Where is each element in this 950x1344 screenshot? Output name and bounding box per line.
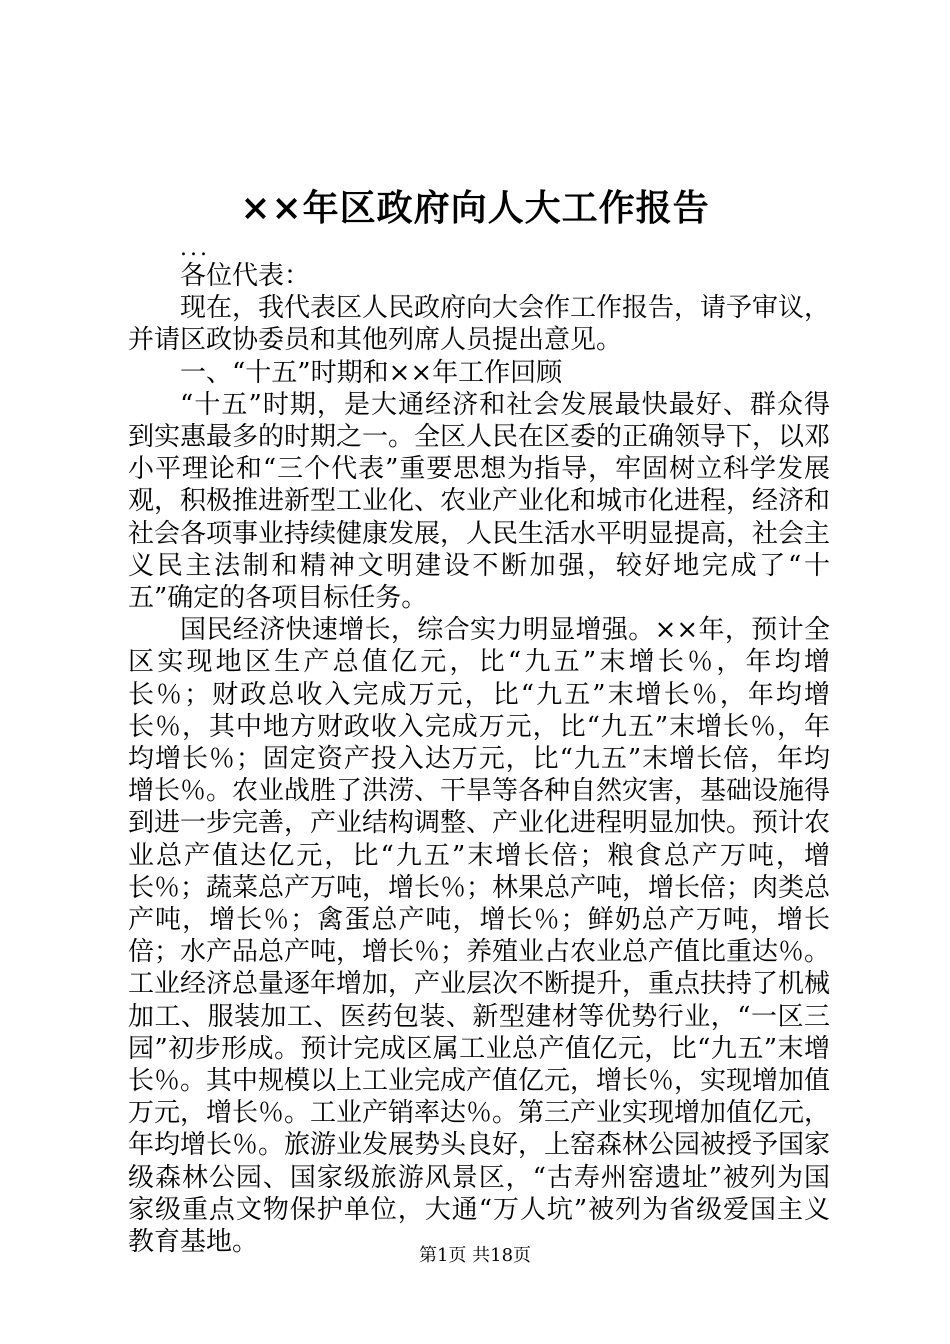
document-title: ××年区政府向人大工作报告: [240, 187, 710, 229]
salutation: 各位代表：: [180, 261, 311, 291]
ellipsis-line: ...: [180, 236, 210, 261]
opening-paragraph: 现在，我代表区人民政府向大会作工作报告，请予审议，并请区政协委员和其他列席人员提出意见。: [128, 293, 831, 356]
section-heading: 一、“十五”时期和××年工作回顾: [180, 357, 563, 388]
body-paragraph: “十五”时期，是大通经济和社会发展最快最好、群众得到实惠最多的时期之一。全区人民在区委的正确领导下，以邓小平理论和“三个代表”重要思想为指导，牢固树立科学发展观，积极推进新型工业化、农业产业化和城市化进程，经济和社会各项事业持续健康发展，人民生活水平明显提高，社会主义民主法制和精神文明建设不断加强，较好地完成了“十五”确定的各项目标任务。: [128, 389, 831, 614]
page-number-footer: 第1页 共18页: [418, 1245, 532, 1266]
body-paragraph: 国民经济快速增长，综合实力明显增强。××年，预计全区实现地区生产总值亿元，比“九五”末增长％，年均增长％；财政总收入完成万元，比“九五”末增长％，年均增长％，其中地方财政收入完成万元，比“九五”末增长％，年均增长％；固定资产投入达万元，比“九五”末增长倍，年均增长％。农业战胜了洪涝、干旱等各种自然灾害，基础设施得到进一步完善，产业结构调整、产业化进程明显加快。预计农业总产值达亿元，比“九五”末增长倍；粮食总产万吨，增长％；蔬菜总产万吨，增长％；林果总产吨，增长倍；肉类总产吨，增长％；禽蛋总产吨，增长％；鲜奶总产万吨，增长倍；水产品总产吨，增长％；养殖业占农业总产值比重达％。工业经济总量逐年增加，产业层次不断提升，重点扶持了机械加工、服装加工、医药包装、新型建材等优势行业，“一区三园”初步形成。预计完成区属工业总产值亿元，比“九五”末增长％。其中规模以上工业完成产值亿元，增长％，实现增加值万元，增长％。工业产销率达％。第三产业实现增加值亿元，年均增长％。旅游业发展势头良好，上窑森林公园被授予国家级森林公园、国家级旅游风景区，“古寿州窑遗址”被列为国家级重点文物保护单位，大通“万人坑”被列为省级爱国主义教育基地。: [128, 615, 831, 1258]
document-body: [128, 236, 831, 1258]
